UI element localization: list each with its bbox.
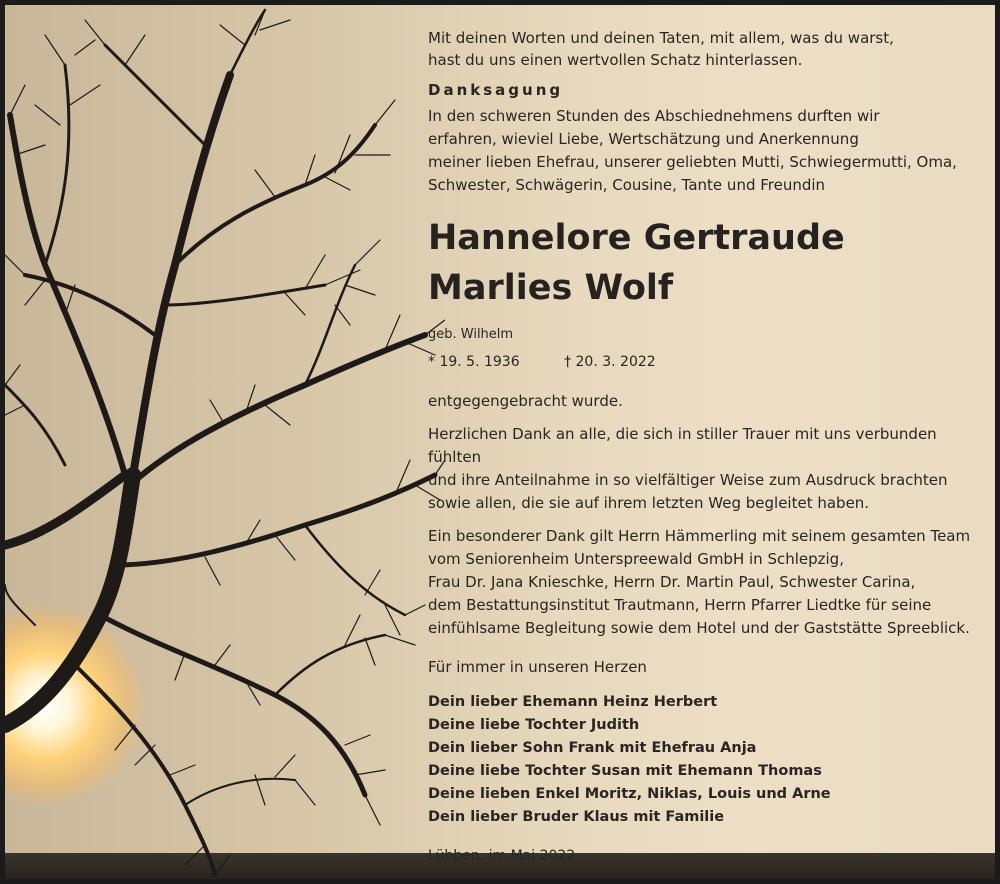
family-list <box>428 691 988 829</box>
after-name-line: entgegengebracht wurde. <box>428 392 623 410</box>
birth-date: * 19. 5. 1936 <box>428 354 520 370</box>
intro-line: In den schweren Stunden des Abschiednehmens durften wir <box>428 107 880 125</box>
special-line: Frau Dr. Jana Knieschke, Herrn Dr. Martin Paul, Schwester Carina, <box>428 573 916 591</box>
motto-line-2: hast du uns einen wertvollen Schatz hinterlassen. <box>428 51 803 69</box>
family-member: Deine liebe Tochter Susan mit Ehemann Thomas <box>428 763 822 779</box>
special-thanks-paragraph <box>428 525 988 640</box>
forever-line: Für immer in unseren Herzen <box>428 658 647 676</box>
special-line: vom Seniorenheim Unterspreewald GmbH in Schlepzig, <box>428 550 844 568</box>
place-date: Lübben, im Mai 2022 <box>428 848 576 864</box>
intro-paragraph <box>428 105 988 197</box>
obituary-text <box>428 27 988 868</box>
special-line: Ein besonderer Dank gilt Herrn Hämmerling mit seinem gesamten Team <box>428 527 971 545</box>
birth-name: geb. Wilhelm <box>428 327 514 342</box>
thanks-line: und ihre Anteilnahme in so vielfältiger Weise zum Ausdruck brachten <box>428 471 948 489</box>
intro-line: erfahren, wieviel Liebe, Wertschätzung und Anerkennung <box>428 130 859 148</box>
motto-line-1: Mit deinen Worten und deinen Taten, mit allem, was du warst, <box>428 29 894 47</box>
family-member: Dein lieber Bruder Klaus mit Familie <box>428 809 725 825</box>
name-line-1: Hannelore Gertraude <box>428 218 845 258</box>
thanks-line: sowie allen, die sie auf ihrem letzten Weg begleitet haben. <box>428 494 870 512</box>
special-line: einfühlsame Begleitung sowie dem Hotel und der Gaststätte Spreeblick. <box>428 619 970 637</box>
life-dates <box>428 354 988 370</box>
tree-silhouette <box>5 5 445 884</box>
family-member: Deine liebe Tochter Judith <box>428 717 640 733</box>
deceased-name <box>428 213 988 313</box>
intro-line: meiner lieben Ehefrau, unserer geliebten Mutti, Schwiegermutti, Oma, <box>428 153 957 171</box>
danksagung-heading: Danksagung <box>428 81 564 99</box>
name-line-2: Marlies Wolf <box>428 268 674 308</box>
thanks-line: Herzlichen Dank an alle, die sich in stiller Trauer mit uns verbunden fühlten <box>428 425 937 466</box>
death-date: † 20. 3. 2022 <box>564 354 656 370</box>
family-member: Deine lieben Enkel Moritz, Niklas, Louis und Arne <box>428 786 831 802</box>
special-line: dem Bestattungsinstitut Trautmann, Herrn Pfarrer Liedtke für seine <box>428 596 932 614</box>
family-member: Dein lieber Sohn Frank mit Ehefrau Anja <box>428 740 757 756</box>
thanks-paragraph <box>428 423 988 515</box>
family-member: Dein lieber Ehemann Heinz Herbert <box>428 694 718 710</box>
intro-line: Schwester, Schwägerin, Cousine, Tante und Freundin <box>428 176 826 194</box>
